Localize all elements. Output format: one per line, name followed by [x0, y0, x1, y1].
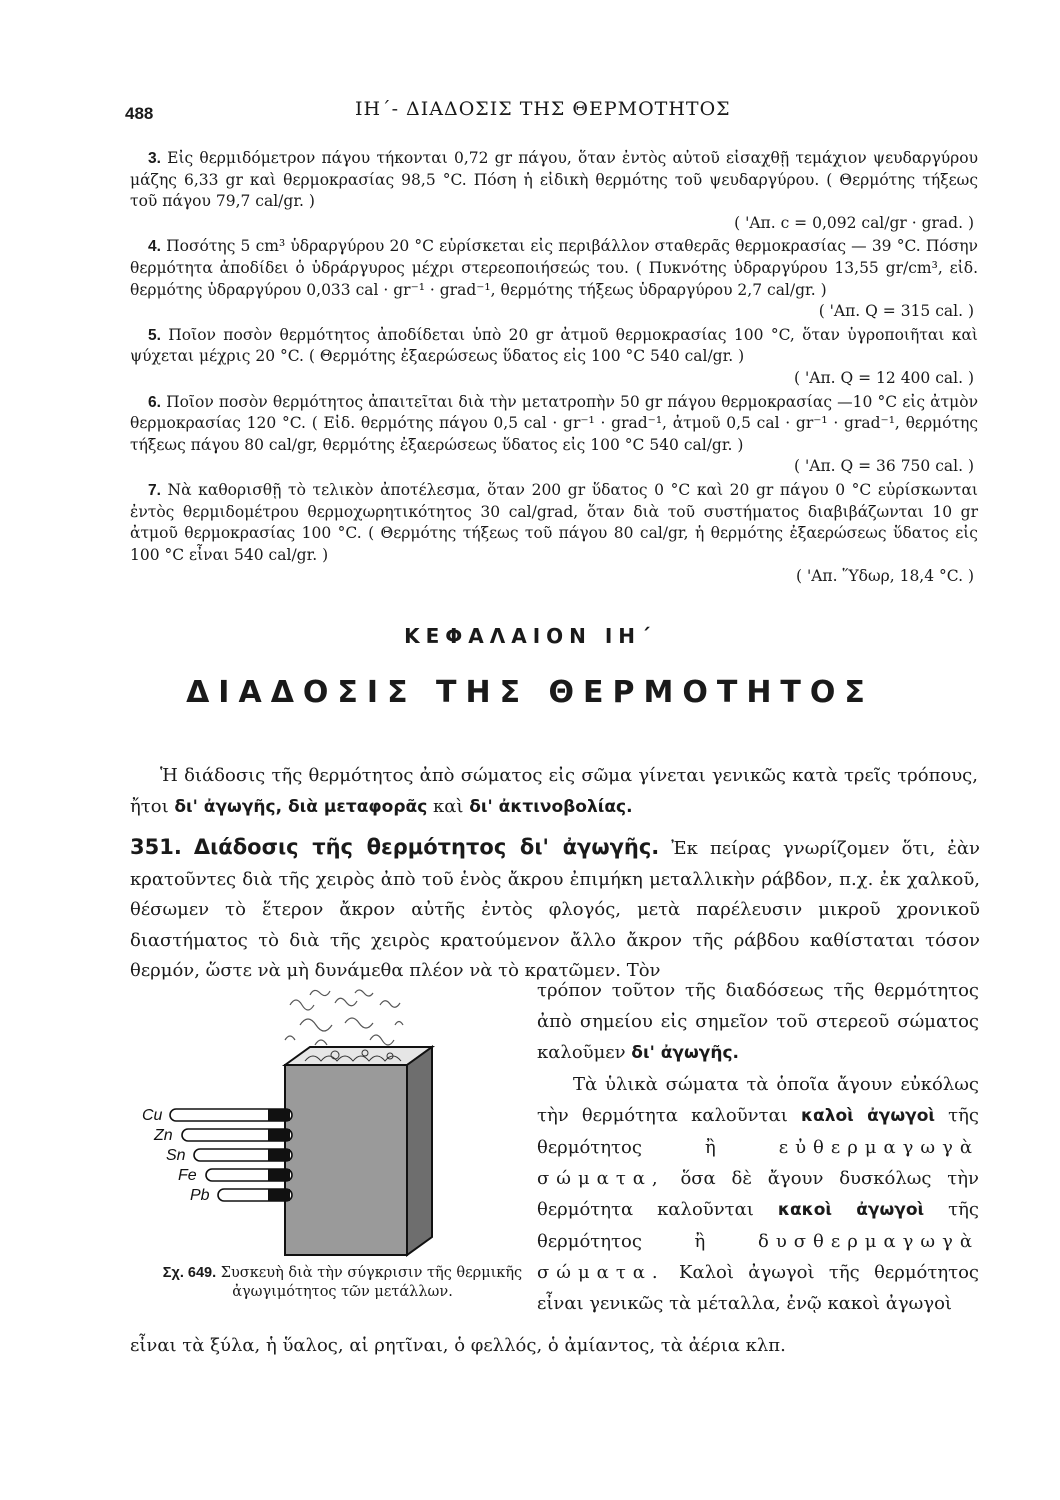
exercise-answer: ( 'Απ. Q = 12 400 cal. )	[794, 368, 974, 387]
para1-bold: δι' ἀγωγῆς.	[631, 1043, 739, 1063]
rod-label-sn: Sn	[166, 1147, 186, 1164]
trough-front	[285, 1065, 407, 1255]
rod-label-fe: Fe	[178, 1167, 197, 1184]
intro-text: Ἡ διάδοσις τῆς θερμότητος ἀπὸ σώματος εἰς σῶμα γίνεται γενικῶς κατὰ τρεῖς τρόπους, ἤτοι	[130, 765, 978, 817]
exercise-text: Ποῖον ποσὸν θερμότητος ἀποδίδεται ὑπὸ 20 gr ἀτμοῦ θερμοκρασίας 100 °C, ὅταν ὑγροποιῆται καὶ ψύχεται μέχρις 20 °C. ( Θερμότης ἐξαερώσεως ὕδατος εἰς 100 °C 540 cal/gr. )	[130, 325, 978, 366]
exercise-number: 5.	[148, 326, 161, 344]
final-line: εἶναι τὰ ξύλα, ἡ ὕαλος, αἱ ρητῖναι, ὁ φελλός, ὁ ἀμίαντος, τὰ ἀέρια κλπ.	[130, 1335, 786, 1356]
chapter-intro	[130, 760, 978, 823]
exercise-number: 6.	[148, 393, 161, 411]
exercise-item	[130, 392, 978, 478]
trough-side	[407, 1047, 432, 1255]
exercise-text: Εἰς θερμιδόμετρον πάγου τήκονται 0,72 gr πάγου, ὅταν ἐντὸς αὐτοῦ εἰσαχθῇ τεμάχιον ψευδαργύρου μάζης 6,33 gr καὶ θερμοκρασίας 98,5 °C. Πόση ἡ εἰδικὴ θερμότης τοῦ ψευδαργύρου. ( Θερμότης τήξεως τοῦ πάγου 79,7 cal/gr. )	[130, 149, 978, 211]
exercise-number: 3.	[148, 150, 161, 167]
chapter-title: ΔΙΑΔΟΣΙΣ ΤΗΣ ΘΕΡΜΟΤΗΤΟΣ	[186, 675, 874, 710]
exercise-item	[130, 148, 978, 234]
para2-b: τῆς θερμότητος ἢ	[537, 1105, 979, 1158]
para2-c: ὅσα δὲ ἄγουν δυσκόλως τὴν θερμότητα καλοῦνται	[537, 1168, 979, 1220]
metal-rods	[170, 1109, 292, 1201]
exercise-item	[130, 480, 978, 588]
section-number: 351.	[130, 835, 182, 859]
intro-bold-last: δι' ἀκτινοβολίας.	[469, 797, 633, 817]
exercise-answer: ( 'Απ. Q = 315 cal. )	[818, 302, 974, 321]
intro-bold-modes: δι' ἀγωγῆς, διὰ μεταφορᾶς	[174, 797, 428, 817]
rod-label-cu: Cu	[142, 1107, 163, 1124]
section-351	[130, 832, 980, 987]
para2-a: Τὰ ὑλικὰ σώματα τὰ ὁποῖα ἄγουν εὐκόλως τὴν θερμότητα καλοῦνται	[537, 1074, 979, 1126]
bad-conductors-term: κακοὶ ἀγωγοὶ	[777, 1200, 925, 1220]
para2-d: τῆς θερμότητος ἢ	[537, 1199, 979, 1252]
exercise-item	[130, 236, 978, 322]
exercise-item	[130, 325, 978, 390]
caption-label: Σχ. 649.	[162, 1265, 217, 1281]
figure-caption	[150, 1264, 535, 1302]
spaced-term-2: δυσθερμαγωγὰ σώματα.	[537, 1231, 979, 1283]
section-heading: Διάδοσις τῆς θερμότητος δι' ἀγωγῆς.	[193, 835, 660, 859]
running-title: ΙΗ΄- ΔΙΑΔΟΣΙΣ ΤΗΣ ΘΕΡΜΟΤΗΤΟΣ	[355, 98, 731, 120]
caption-text: Συσκευὴ διὰ τὴν σύγκρισιν τῆς θερμικῆς ἀγωγιμότητος τῶν μετάλλων.	[220, 1265, 523, 1300]
exercise-answer: ( 'Απ. Ὕδωρ, 18,4 °C. )	[796, 567, 974, 586]
steam-swirls	[285, 990, 415, 1055]
exercise-list	[130, 148, 978, 590]
conductivity-apparatus-illustration	[140, 985, 540, 1265]
exercise-number: 4.	[148, 238, 161, 256]
rod-label-pb: Pb	[190, 1187, 210, 1204]
exercise-text: Νὰ καθορισθῇ τὸ τελικὸν ἀποτέλεσμα, ὅταν 200 gr ὕδατος 0 °C καὶ 20 gr πάγου 0 °C εὑρίσκωνται ἐντὸς θερμιδομέτρου θερμοχωρητικότητος 30 cal/grad, ὅταν διὰ τοῦ συστήματος διαβιβάζωνται 10 gr ἀτμοῦ θερμοκρασίας 100 °C. ( Θερμότης τήξεως τοῦ πάγου 80 cal/gr, ἡ θερμότης ἐξαερώσεως ὕδατος εἰς 100 °C εἶναι 540 cal/gr. )	[130, 480, 978, 564]
para2-e: Καλοὶ ἀγωγοὶ τῆς θερμότητος εἶναι γενικῶς τὰ μέταλλα, ἐνῷ κακοὶ ἀγωγοὶ	[537, 1262, 979, 1314]
intro-connector: καὶ	[433, 796, 464, 817]
exercise-text: Ποῖον ποσὸν θερμότητος ἀπαιτεῖται διὰ τὴν μετατροπὴν 50 gr πάγου θερμοκρασίας —10 °C εἰς ἀτμὸν θερμοκρασίας 120 °C. ( Εἰδ. θερμότης πάγου 0,5 cal · gr⁻¹ · grad⁻¹, ἀτμοῦ 0,5 cal · gr⁻¹ · grad⁻¹, θερμότης τήξεως πάγου 80 cal/gr, θερμότης ἐξαερώσεως ὕδατος εἰς 100 °C 540 cal/gr. )	[130, 392, 978, 454]
right-column-text	[537, 975, 979, 1319]
page-number: 488	[125, 104, 154, 123]
rod-label-zn: Zn	[154, 1127, 173, 1144]
exercise-number: 7.	[148, 481, 161, 499]
figure-649	[140, 985, 540, 1305]
exercise-text: Ποσότης 5 cm³ ὑδραργύρου 20 °C εὑρίσκεται εἰς περιβάλλον σταθερᾶς θερμοκρασίας — 39 °C. Πόσην θερμότητα ἀποδίδει ὁ ὑδράργυρος μέχρι στερεοποιήσεώς του. ( Πυκνότης ὑδραργύρου 13,55 gr/cm³, εἰδ. θερμότης ὑδραργύρου 0,033 cal · gr⁻¹ · grad⁻¹, θερμότης τήξεως ὑδραργύρου 2,7 cal/gr. )	[130, 237, 978, 299]
page-header	[125, 98, 985, 128]
chapter-label: ΚΕΦΑΛΑΙΟΝ ΙΗ΄	[404, 624, 656, 648]
good-conductors-term: καλοὶ ἀγωγοὶ	[800, 1106, 936, 1126]
section-text: Ἐκ πείρας γνωρίζομεν ὅτι, ἐὰν κρατοῦντες διὰ τῆς χειρὸς ἀπὸ τοῦ ἑνὸς ἄκρου ἐπιμήκη μεταλλικὴν ράβδον, π.χ. ἐκ χαλκοῦ, θέσωμεν τὸ ἕτερον ἄκρον αὐτῆς ἐντὸς φλογός, μετὰ παρέλευσιν μικροῦ χρονικοῦ διαστήματος τὸ διὰ τῆς χειρὸς κρατούμενον ἄλλο ἄκρον τῆς ράβδου καθίσταται τόσον θερμόν, ὥστε νὰ μὴ δυνάμεθα πλέον νὰ τὸ κρατῶμεν. Τὸν	[130, 838, 980, 981]
exercise-answer: ( 'Απ. Q = 36 750 cal. )	[794, 457, 974, 476]
exercise-answer: ( 'Απ. c = 0,092 cal/gr · grad. )	[734, 213, 974, 232]
spaced-term-1: εὐθερμαγωγὰ σώματα,	[537, 1137, 979, 1189]
para1-text: τρόπον τοῦτον τῆς διαδόσεως τῆς θερμότητος ἀπὸ σημείου εἰς σημεῖον τοῦ στερεοῦ σώματος καλοῦμεν	[537, 980, 979, 1063]
